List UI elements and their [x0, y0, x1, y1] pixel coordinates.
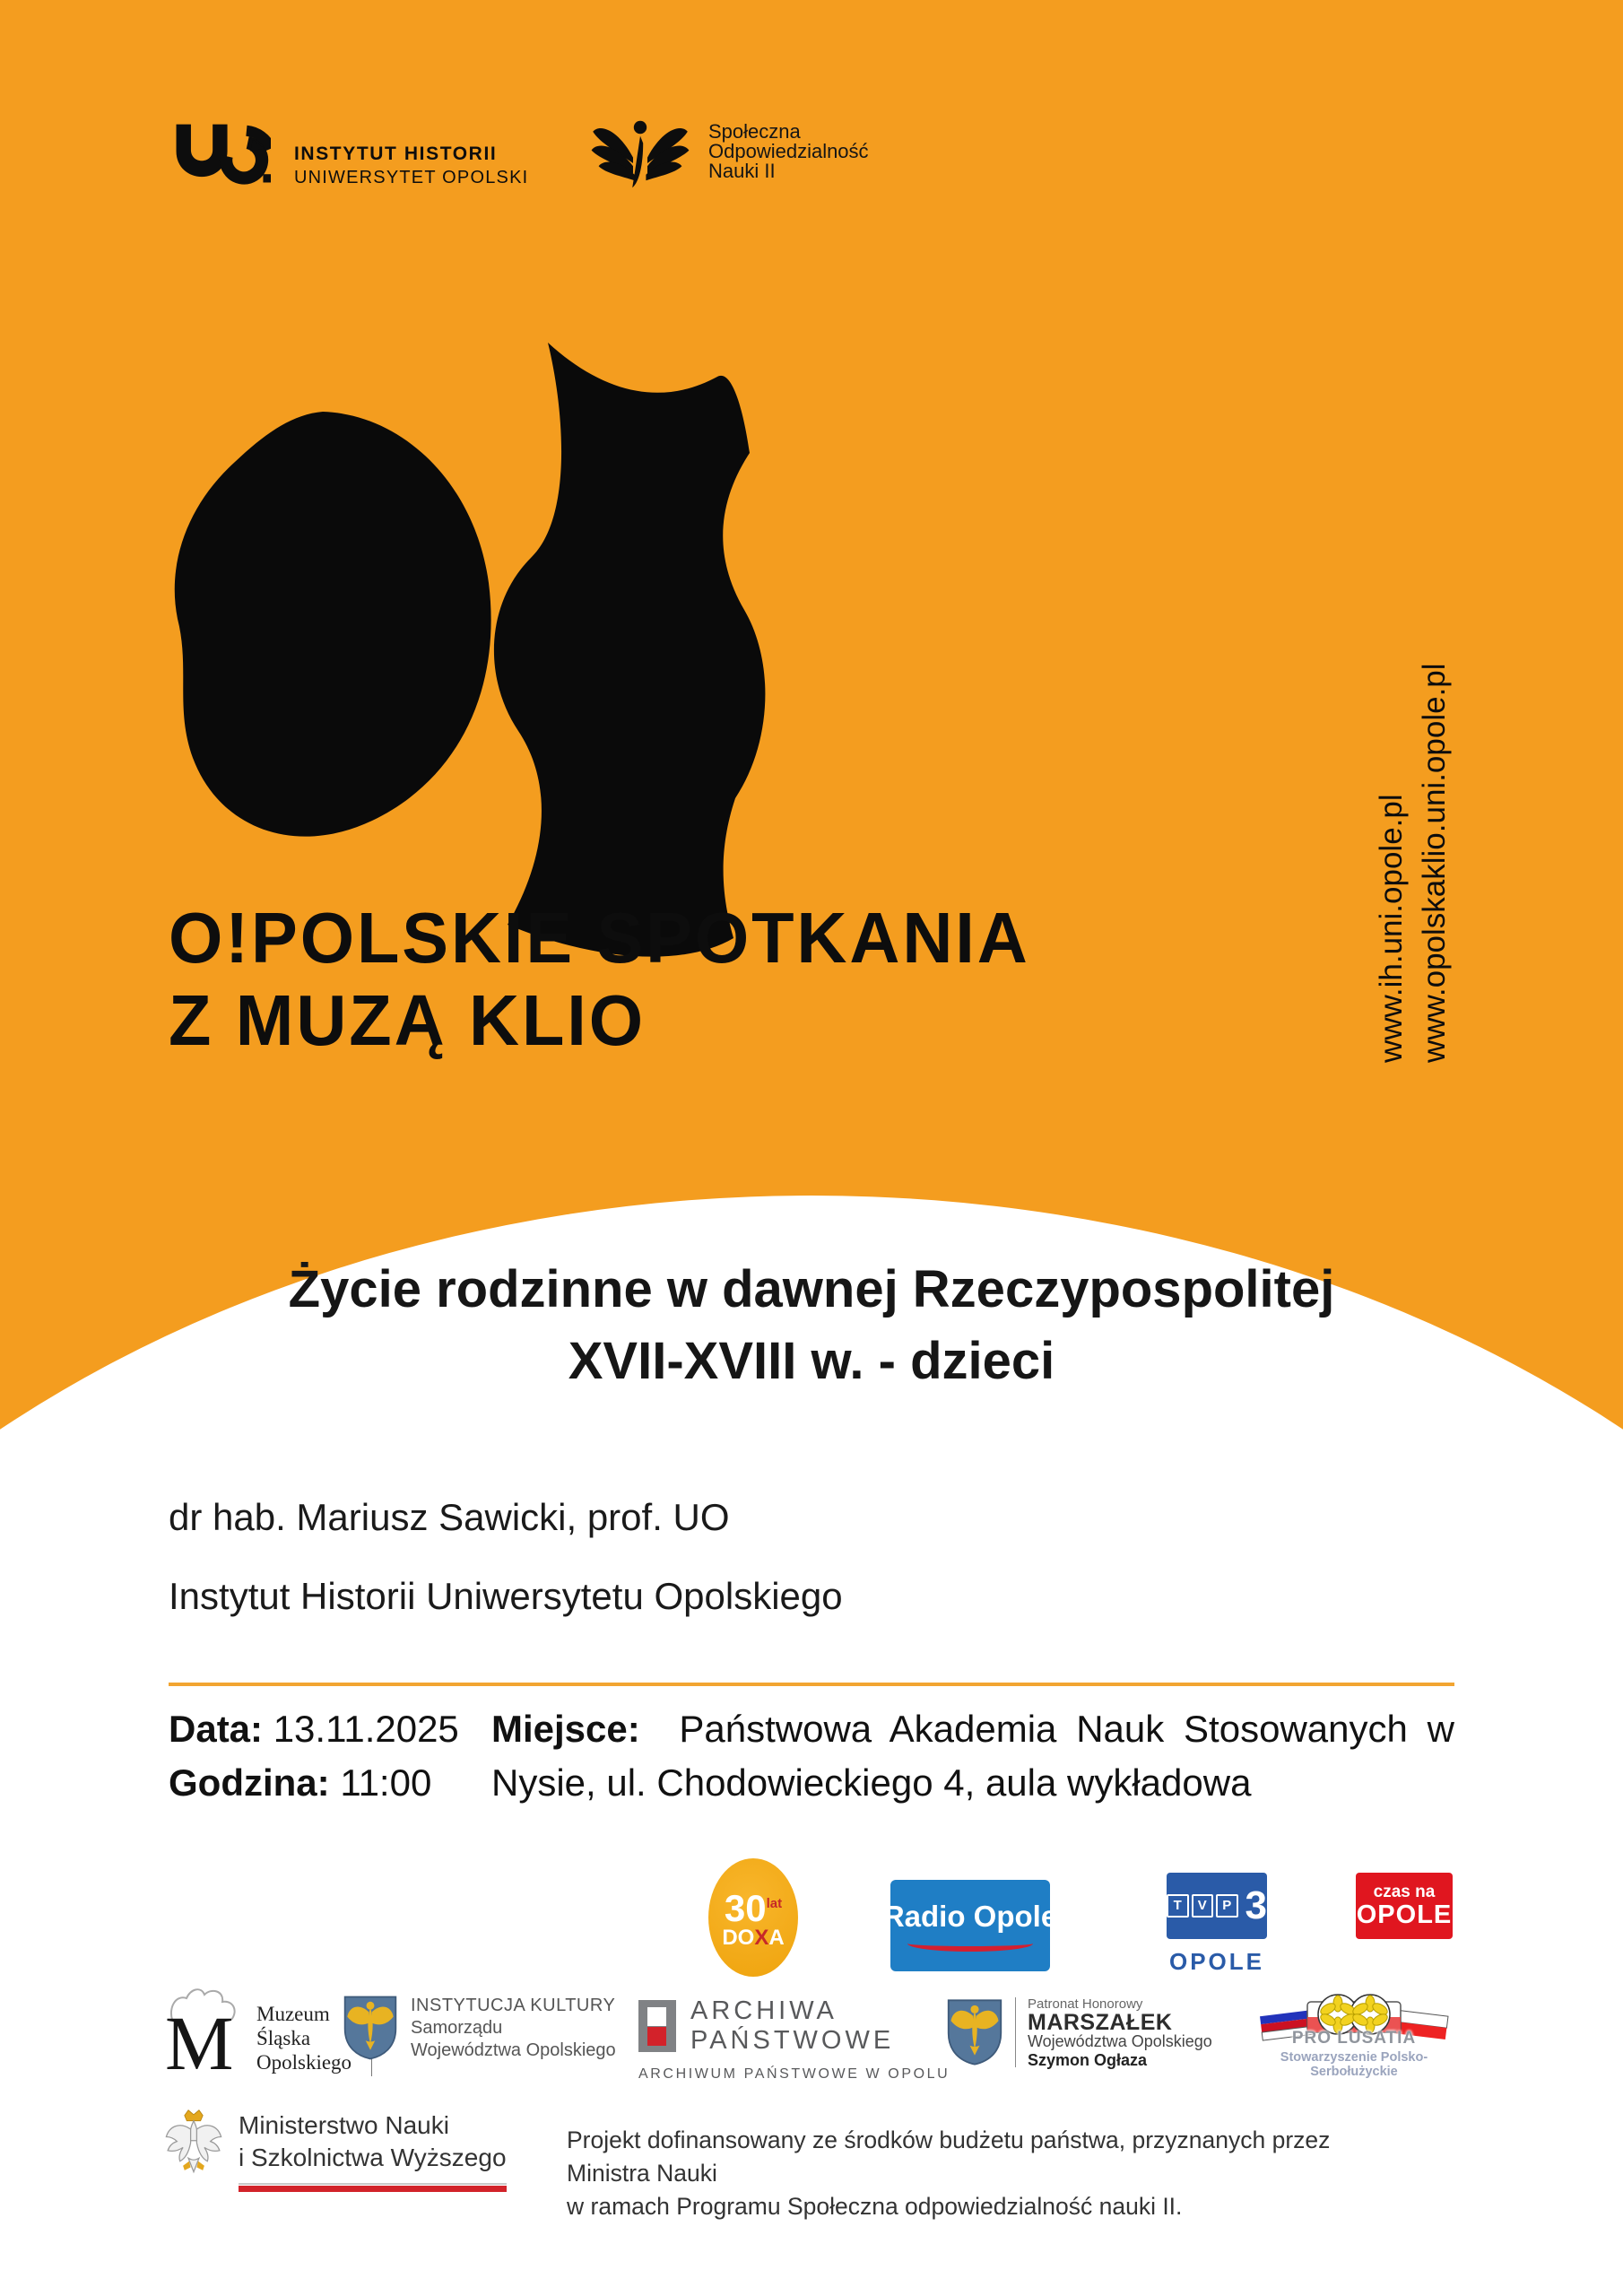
- son-program-logo: [581, 113, 869, 192]
- place-label: Miejsce:: [491, 1708, 640, 1750]
- website-urls: [1370, 525, 1456, 1063]
- divider-line: [169, 1683, 1454, 1686]
- radio-opole-logo: [882, 1880, 1058, 1971]
- pro-lusatia-logo: [1255, 1989, 1453, 2079]
- muzeum-line3: Opolskiego: [256, 2050, 352, 2074]
- lecture-title: [0, 1254, 1623, 1397]
- son-label-line2: Odpowiedzialność: [708, 140, 869, 162]
- doxa-name: DOXA: [722, 1925, 785, 1950]
- opole-shield-icon: [343, 1993, 398, 2063]
- archiwa-line2: PAŃSTWOWE: [690, 2026, 895, 2055]
- uo-institute-logo: [169, 120, 528, 188]
- radio-opole-swoosh: [907, 1935, 1033, 1952]
- marszalek-line2: MARSZAŁEK: [1028, 2010, 1173, 2035]
- ministry-line1: Ministerstwo Nauki: [239, 2111, 449, 2139]
- place-row: [491, 1702, 1454, 1810]
- series-title: [169, 897, 1030, 1062]
- tvp3-box: [1167, 1873, 1267, 1939]
- ministry-logo: [163, 2106, 507, 2192]
- son-label-line1: Społeczna: [708, 120, 801, 143]
- ministry-eagle-icon: [163, 2106, 224, 2183]
- tvp-digit-3: 3: [1245, 1883, 1267, 1927]
- uo-university-name: UNIWERSYTET OPOLSKI: [294, 168, 529, 187]
- opole-shield-icon: [946, 1997, 1003, 2067]
- archiwa-panstwowe-logo: [638, 1996, 950, 2083]
- lecture-title-line2: XVII-XVIII w. - dzieci: [568, 1332, 1055, 1390]
- marszalek-line1: Patronat Honorowy: [1028, 1996, 1143, 2012]
- series-title-line1: O!POLSKIE SPOTKANIA: [169, 898, 1030, 978]
- ministry-red-rule: [239, 2186, 507, 2192]
- blob-o-shape: [175, 412, 491, 837]
- logo-divider: [1015, 1997, 1016, 2067]
- date-row: [169, 1702, 491, 1756]
- series-title-line2: Z MUZĄ KLIO: [169, 980, 647, 1060]
- speaker-block: [169, 1496, 843, 1654]
- event-details: [169, 1702, 1454, 1810]
- archiwa-sub: ARCHIWUM PAŃSTWOWE W OPOLU: [638, 2066, 950, 2082]
- muzeum-slaska-opolskiego-logo: [160, 1995, 372, 2086]
- uo-institute-name: INSTYTUT HISTORII: [294, 144, 498, 164]
- instytucja-kultury-logo: [343, 1993, 616, 2063]
- funding-line1: Projekt dofinansowany ze środków budżetu państwa, przyznanych przez Ministra Nauki: [567, 2126, 1331, 2187]
- czas-line2: OPOLE: [1356, 1900, 1453, 1929]
- marszalek-patronat-logo: [946, 1995, 1212, 2070]
- archiwa-icon: [638, 2000, 676, 2052]
- ministry-gray-rule: [239, 2183, 507, 2185]
- muzeum-initial: M: [165, 2000, 234, 2086]
- speaker-name: dr hab. Mariusz Sawicki, prof. UO: [169, 1496, 730, 1538]
- tvp-letter-t: T: [1167, 1894, 1189, 1918]
- radio-opole-label: Radio Opole: [882, 1900, 1058, 1933]
- place-text: Państwowa Akademia Nauk Stosowanych w Nysie, ul. Chodowieckiego 4, aula wykładowa: [491, 1708, 1454, 1804]
- url-opolskaklio[interactable]: www.opolskaklio.uni.opole.pl: [1417, 663, 1452, 1063]
- speaker-affiliation: Instytut Historii Uniwersytetu Opolskiego: [169, 1575, 843, 1617]
- prolusatia-subtitle: Stowarzyszenie Polsko-Serbołużyckie: [1280, 2050, 1428, 2079]
- muzeum-line2: Śląska: [256, 2026, 311, 2049]
- prolusatia-name: PRO LUSATIA: [1291, 2029, 1417, 2048]
- tvp-letter-v: V: [1192, 1894, 1214, 1918]
- son-label-line3: Nauki II: [708, 160, 776, 182]
- czas-na-opole-logo: [1356, 1873, 1453, 1939]
- marszalek-line3: Województwa Opolskiego: [1028, 2032, 1212, 2050]
- date-value: 13.11.2025: [273, 1708, 459, 1750]
- tvp3-city-label: OPOLE: [1168, 1948, 1264, 1975]
- instytucja-line1: INSTYTUCJA KULTURY: [411, 1995, 616, 2015]
- radio-doxa-logo: [708, 1858, 798, 1977]
- doxa-30-lat: $30^{lat}$: [724, 1886, 783, 1929]
- instytucja-line2: Samorządu: [411, 2017, 503, 2038]
- lecture-title-line1: Życie rodzinne w dawnej Rzeczypospolitej: [288, 1260, 1335, 1318]
- time-label: Godzina:: [169, 1761, 330, 1804]
- funding-note: [567, 2124, 1338, 2223]
- date-label: Data:: [169, 1708, 264, 1750]
- time-row: [169, 1756, 491, 1810]
- marszalek-line4: Szymon Ogłaza: [1028, 2051, 1148, 2069]
- url-ih[interactable]: www.ih.uni.opole.pl: [1374, 794, 1409, 1063]
- ministry-line2: i Szkolnictwa Wyższego: [239, 2144, 507, 2171]
- tvp-letter-p: P: [1216, 1894, 1238, 1918]
- archiwa-line1: ARCHIWA: [690, 1996, 838, 2025]
- instytucja-line3: Województwa Opolskiego: [411, 2039, 616, 2060]
- tvp3-opole-logo: [1150, 1873, 1284, 1976]
- son-book-person-icon: [581, 113, 699, 192]
- muzeum-line1: Muzeum: [256, 2002, 330, 2025]
- os-abstract-shapes: [135, 287, 807, 969]
- funding-line2: w ramach Programu Społeczna odpowiedzialność nauki II.: [567, 2193, 1183, 2220]
- czas-line1: czas na: [1373, 1883, 1436, 1901]
- uo-mark-icon: [169, 120, 271, 185]
- time-value: 11:00: [340, 1761, 432, 1804]
- ribbon-s-shape: [494, 343, 765, 957]
